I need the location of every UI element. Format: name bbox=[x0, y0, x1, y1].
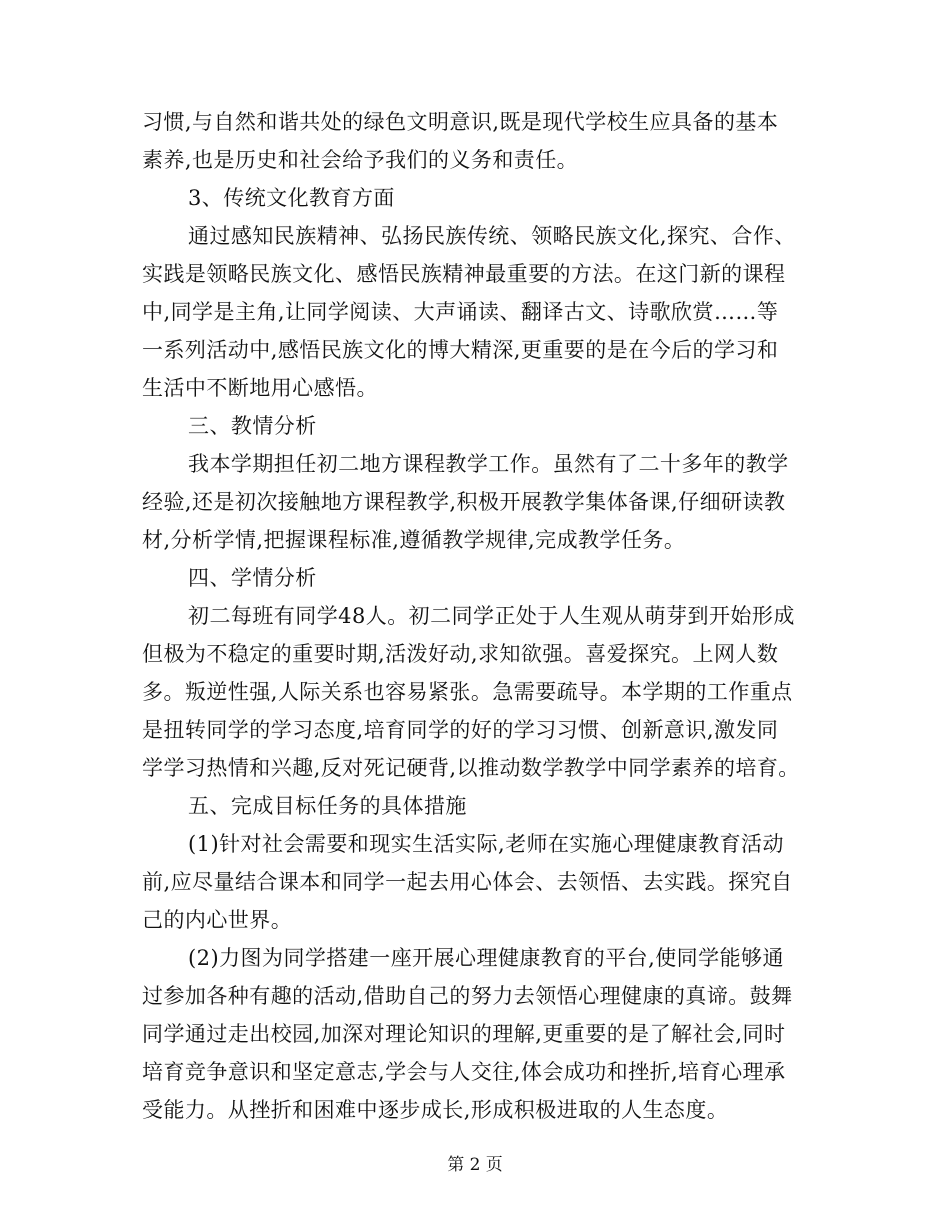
text-line: 是扭转同学的学习态度,培育同学的好的学习习惯、创新意识,激发同 bbox=[142, 718, 779, 742]
text-line: (2)力图为同学搭建一座开展心理健康教育的平台,使同学能够通 bbox=[188, 946, 784, 970]
text-line: 前,应尽量结合课本和同学一起去用心体会、去领悟、去实践。探究自 bbox=[142, 870, 793, 894]
text-line: 五、完成目标任务的具体措施 bbox=[188, 794, 467, 818]
text-line: 培育竞争意识和坚定意志,学会与人交往,体会成功和挫折,培育心理承 bbox=[142, 1060, 786, 1084]
text-line: 材,分析学情,把握课程标准,遵循教学规律,完成教学任务。 bbox=[142, 528, 686, 552]
text-line: 但极为不稳定的重要时期,活泼好动,求知欲强。喜爱探究。上网人数 bbox=[142, 642, 779, 666]
text-line: 中,同学是主角,让同学阅读、大声诵读、翻译古文、诗歌欣赏……等 bbox=[142, 300, 779, 324]
text-line: 习惯,与自然和谐共处的绿色文明意识,既是现代学校生应具备的基本 bbox=[142, 110, 779, 134]
text-line: 多。叛逆性强,人际关系也容易紧张。急需要疏导。本学期的工作重点 bbox=[142, 680, 793, 704]
text-line: (1)针对社会需要和现实生活实际,老师在实施心理健康教育活动 bbox=[188, 832, 784, 856]
text-line: 三、教情分析 bbox=[188, 414, 317, 438]
text-line: 实践是领略民族文化、感悟民族精神最重要的方法。在这门新的课程 bbox=[142, 262, 786, 286]
text-line: 初二每班有同学48人。初二同学正处于人生观从萌芽到开始形成 bbox=[188, 604, 795, 628]
text-line: 受能力。从挫折和困难中逐步成长,形成积极进取的人生态度。 bbox=[142, 1098, 729, 1122]
text-line: 过参加各种有趣的活动,借助自己的努力去领悟心理健康的真谛。鼓舞 bbox=[142, 984, 793, 1008]
text-line: 素养,也是历史和社会给予我们的义务和责任。 bbox=[142, 148, 579, 172]
page-number: 第 2 页 bbox=[447, 1155, 503, 1175]
text-line: 经验,还是初次接触地方课程教学,积极开展教学集体备课,仔细研读教 bbox=[142, 490, 786, 514]
text-line: 己的内心世界。 bbox=[142, 908, 293, 932]
text-line: 生活中不断地用心感悟。 bbox=[142, 376, 378, 400]
text-line: 同学通过走出校园,加深对理论知识的理解,更重要的是了解社会,同时 bbox=[142, 1022, 786, 1046]
text-line: 我本学期担任初二地方课程教学工作。虽然有了二十多年的教学 bbox=[188, 452, 789, 476]
text-line: 3、传统文化教育方面 bbox=[188, 186, 395, 210]
text-line: 学学习热情和兴趣,反对死记硬背,以推动数学教学中同学素养的培育。 bbox=[142, 756, 800, 780]
text-line: 一系列活动中,感悟民族文化的博大精深,更重要的是在今后的学习和 bbox=[142, 338, 779, 362]
document-body bbox=[142, 103, 808, 1129]
text-line: 四、学情分析 bbox=[188, 566, 317, 590]
text-line: 通过感知民族精神、弘扬民族传统、领略民族文化,探究、合作、 bbox=[188, 224, 796, 248]
